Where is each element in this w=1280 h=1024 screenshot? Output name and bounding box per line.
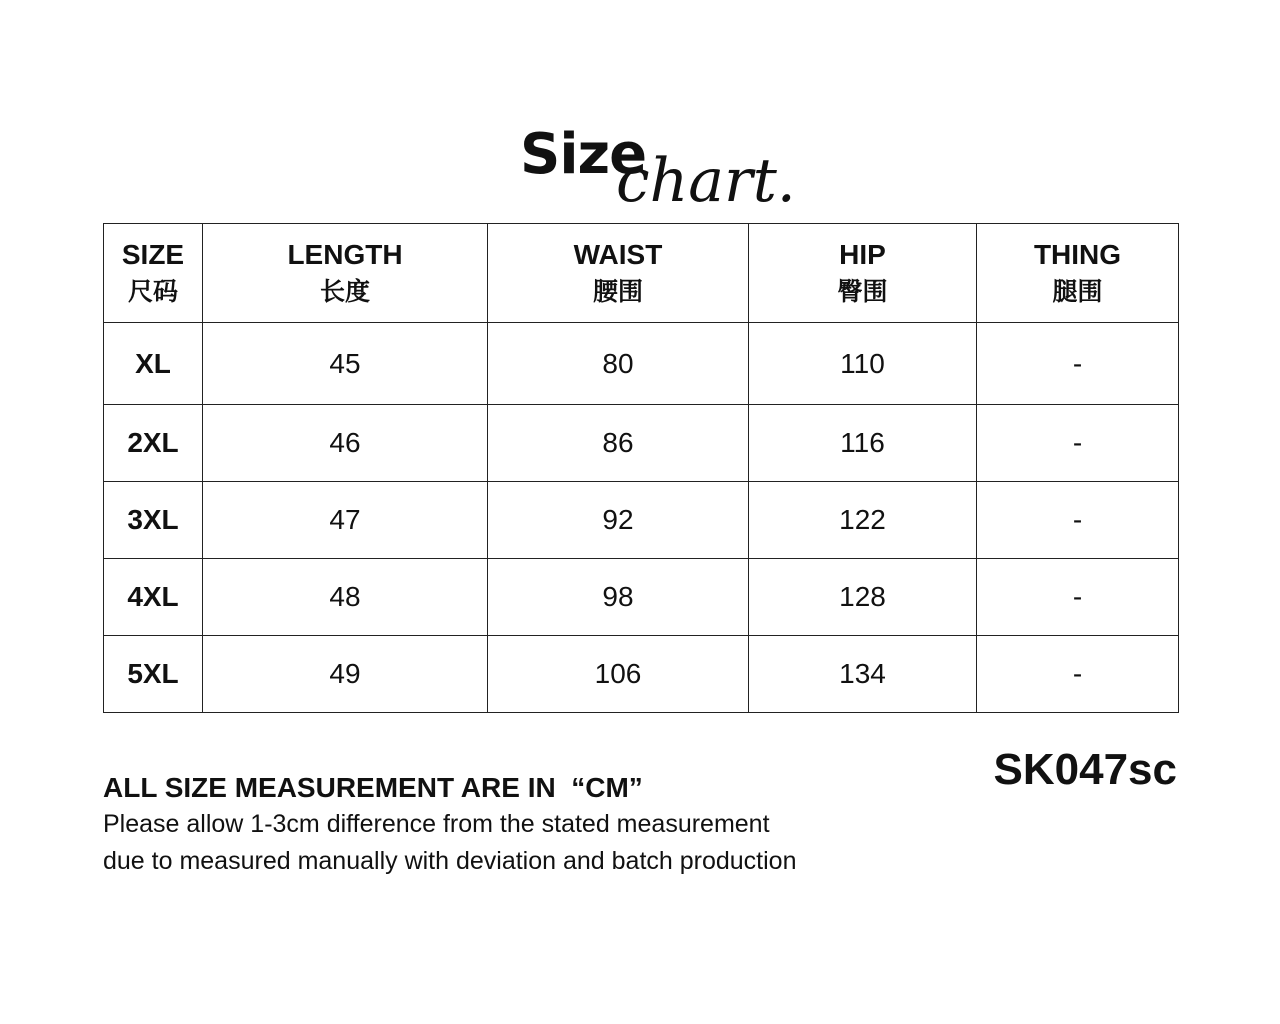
header-label-cn: 臀围 (837, 277, 888, 306)
waist-cell: 98 (488, 559, 749, 636)
header-label-en: LENGTH (287, 239, 403, 270)
header-label-en: HIP (839, 239, 886, 270)
header-waist (488, 224, 749, 323)
size-cell: XL (104, 323, 203, 405)
size-cell: 3XL (104, 482, 203, 559)
hip-cell: 122 (749, 482, 977, 559)
header-label-cn: 长度 (319, 277, 370, 306)
product-code: SK047sc (993, 745, 1177, 794)
header-label-en: SIZE (121, 239, 185, 270)
hip-cell: 116 (749, 405, 977, 482)
hip-cell: 110 (749, 323, 977, 405)
thigh-cell: - (977, 636, 1179, 713)
thigh-cell: - (977, 323, 1179, 405)
size-table (103, 223, 1179, 713)
hip-cell: 128 (749, 559, 977, 636)
header-label-cn: 尺码 (127, 277, 178, 306)
header-thigh (977, 224, 1179, 323)
length-cell: 46 (203, 405, 488, 482)
table-row (104, 323, 1179, 405)
measurement-note-line-2: due to measured manually with deviation and batch production (103, 847, 797, 875)
table-row (104, 482, 1179, 559)
length-cell: 49 (203, 636, 488, 713)
waist-cell: 86 (488, 405, 749, 482)
size-cell: 5XL (104, 636, 203, 713)
header-label-cn: 腰围 (592, 277, 643, 306)
size-cell: 4XL (104, 559, 203, 636)
waist-cell: 106 (488, 636, 749, 713)
header-length (203, 224, 488, 323)
table-row (104, 636, 1179, 713)
table-row (104, 405, 1179, 482)
header-size (104, 224, 203, 323)
size-cell: 2XL (104, 405, 203, 482)
title-size-word: Size (520, 122, 647, 187)
waist-cell: 92 (488, 482, 749, 559)
header-label-en: THING (1033, 239, 1122, 270)
header-label-en: WAIST (573, 239, 663, 270)
header-hip (749, 224, 977, 323)
title-chart-word: chart. (616, 146, 796, 216)
length-cell: 45 (203, 323, 488, 405)
thigh-cell: - (977, 405, 1179, 482)
header-label-cn: 腿围 (1052, 277, 1103, 306)
waist-cell: 80 (488, 323, 749, 405)
length-cell: 48 (203, 559, 488, 636)
thigh-cell: - (977, 482, 1179, 559)
size-chart-title (518, 120, 798, 220)
hip-cell: 134 (749, 636, 977, 713)
measurement-note-line-1: Please allow 1-3cm difference from the stated measurement (103, 810, 770, 838)
length-cell: 47 (203, 482, 488, 559)
table-header-row (104, 224, 1179, 323)
measurement-unit-heading: ALL SIZE MEASUREMENT ARE IN “CM” (103, 772, 643, 803)
table-row (104, 559, 1179, 636)
thigh-cell: - (977, 559, 1179, 636)
